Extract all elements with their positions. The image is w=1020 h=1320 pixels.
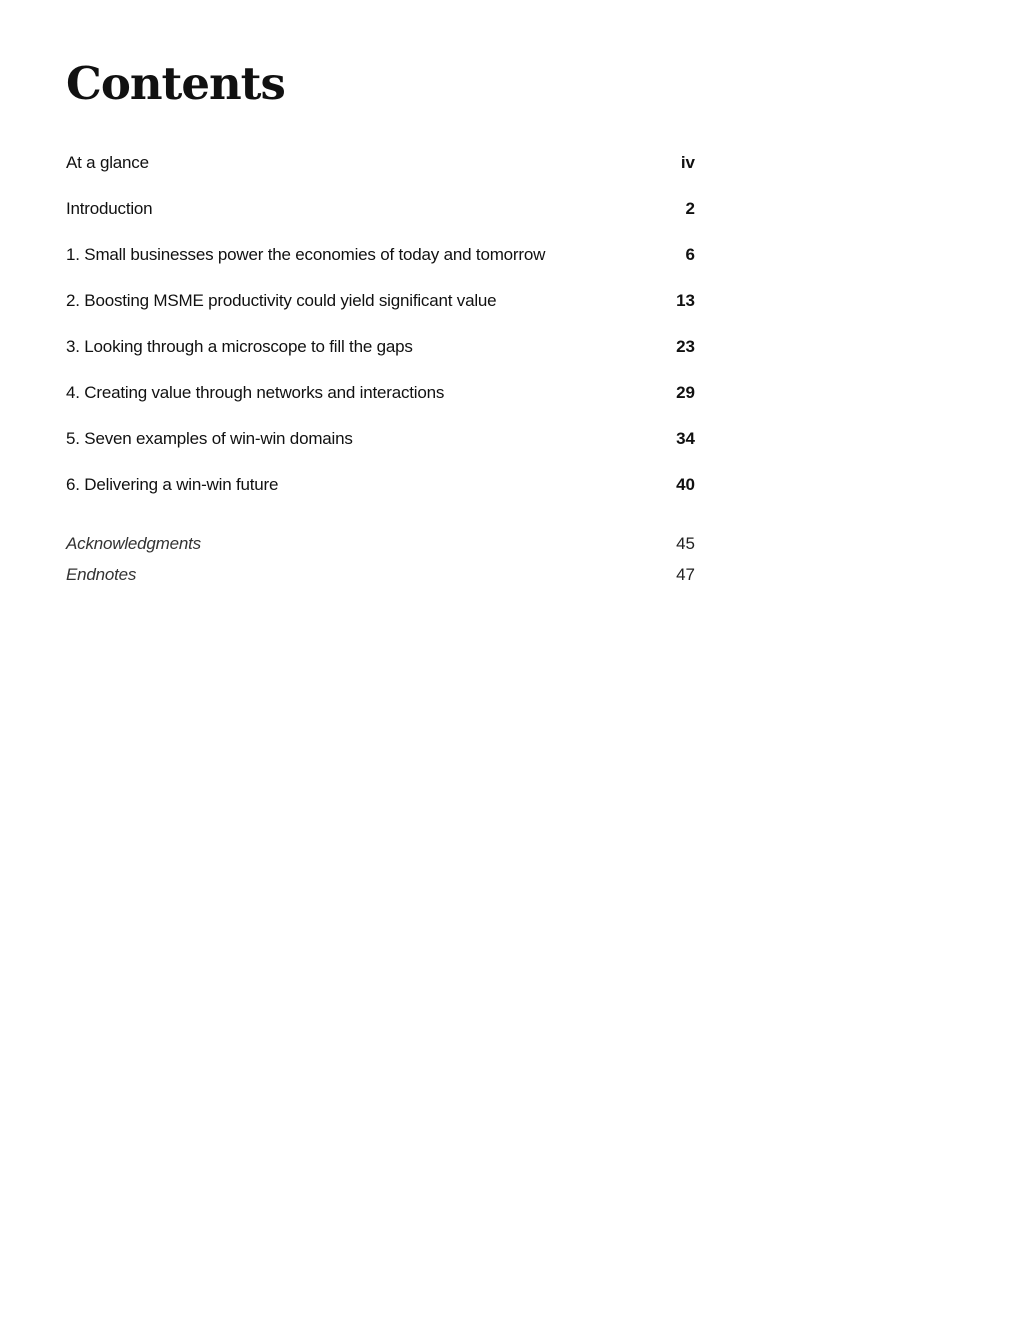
toc-entry-label: 3. Looking through a microscope to fill the gaps [66, 337, 413, 356]
toc-entry-introduction[interactable] [66, 191, 695, 237]
toc-entry-page-number: 6 [685, 245, 695, 264]
toc-entry-at-a-glance[interactable] [66, 145, 695, 191]
toc-entry-chapter-2[interactable] [66, 283, 695, 329]
toc-entry-chapter-5[interactable] [66, 421, 695, 467]
toc-entry-label: Acknowledgments [66, 534, 201, 553]
toc-entry-label: 5. Seven examples of win-win domains [66, 429, 353, 448]
toc-entry-page-number: iv [680, 153, 695, 172]
toc-entry-page-number: 34 [676, 429, 695, 448]
toc-entry-page-number: 13 [676, 291, 695, 310]
toc-entry-acknowledgments[interactable] [66, 528, 695, 559]
toc-entry-label: 6. Delivering a win-win future [66, 475, 279, 494]
table-of-contents [66, 145, 695, 513]
toc-entry-page-number: 29 [676, 383, 695, 402]
toc-entry-page-number: 47 [676, 565, 695, 584]
toc-back-matter [66, 528, 695, 590]
page-title: Contents [66, 57, 285, 110]
toc-entry-chapter-4[interactable] [66, 375, 695, 421]
toc-entry-label: Endnotes [66, 565, 137, 584]
toc-entry-page-number: 23 [676, 337, 695, 356]
toc-entry-label: At a glance [66, 153, 149, 172]
toc-entry-page-number: 45 [676, 534, 695, 553]
toc-entry-label: 2. Boosting MSME productivity could yield significant value [66, 291, 497, 310]
toc-entry-page-number: 2 [685, 199, 695, 218]
toc-entry-chapter-3[interactable] [66, 329, 695, 375]
toc-entry-chapter-1[interactable] [66, 237, 695, 283]
toc-entry-label: 1. Small businesses power the economies of today and tomorrow [66, 245, 546, 264]
toc-entry-endnotes[interactable] [66, 559, 695, 590]
toc-entry-chapter-6[interactable] [66, 467, 695, 513]
toc-entry-label: Introduction [66, 199, 153, 218]
toc-entry-label: 4. Creating value through networks and interactions [66, 383, 445, 402]
toc-entry-page-number: 40 [676, 475, 695, 494]
